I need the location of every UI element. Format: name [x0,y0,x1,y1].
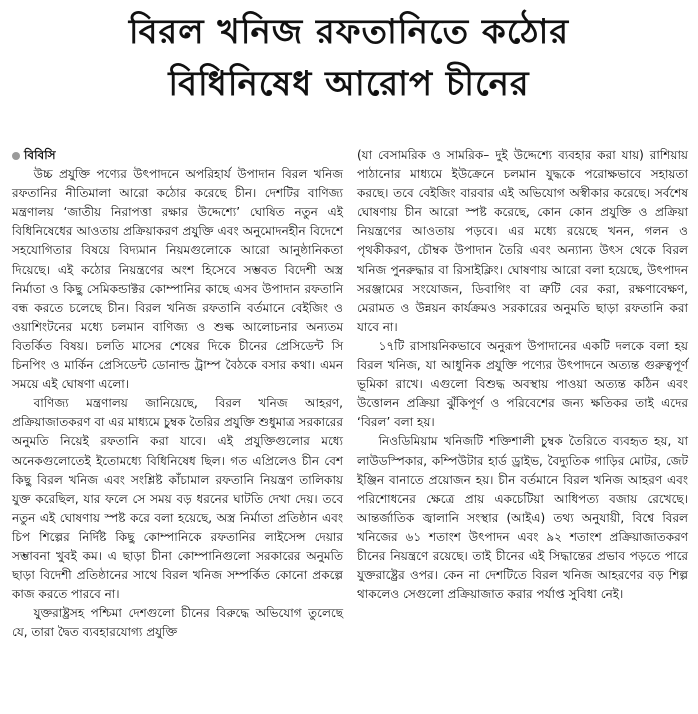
paragraph: উচ্চ প্রযুক্তি পণ্যের উৎপাদনে অপরিহার্য উপাদান বিরল খনিজ রফতানির নীতিমালা আরো কঠোর করেছে চীন। দেশটির বাণিজ্য মন্ত্রণালয় ‘জাতীয় নিরাপত্তা রক্ষার উদ্দেশ্যে’ ঘোষিত নতুন এই বিধিনিষেধের আওতায় প্রক্রিয়াকরণ প্রযুক্তি এবং অনুমোদনহীন বিদেশে সহযোগিতার বিষয়ে বিদ্যমান নিয়মগুলোকে আরো আনুষ্ঠানিকতা দিয়েছে। এই কঠোর নিয়ন্ত্রণের অংশ হিসেবে সম্ভবত বিদেশী অস্ত্র নির্মাতা ও কিছু সেমিকন্ডাক্টর কোম্পানির কাছে এসব উপাদান রফতানি বন্ধ করতে চলেছে চীন। বিরল খনিজ রফতানি বর্তমানে বেইজিং ও ওয়াশিংটনের মধ্যে চলমান বাণিজ্য ও শুল্ক আলোচনার অন্যতম বিতর্কিত বিষয়। চলতি মাসের শেষের দিকে চীনের প্রেসিডেন্ট সি চিনপিং ও মার্কিন প্রেসিডেন্ট ডোনাল্ড ট্রাম্প বৈঠকে বসার কথা। এমন সময়ে এই ঘোষণা এলো। [12,167,343,392]
dateline-source: বিবিসি [24,148,56,162]
column-right [357,146,688,710]
paragraph: (যা বেসামরিক ও সামরিক– দুই উদ্দেশ্যে ব্যবহার করা যায়) রাশিয়ায় পাঠানোর মাধ্যমে ইউক্রেনে চলমান যুদ্ধকে পরোক্ষভাবে সহায়তা করছে। তবে বেইজিং বারবার এই অভিযোগ অস্বীকার করেছে। সর্বশেষ ঘোষণায় চীন আরো স্পষ্ট করেছে, কোন কোন প্রযুক্তি ও প্রক্রিয়া নিয়ন্ত্রণের আওতায় পড়বে। এর মধ্যে রয়েছে খনন, গলন ও পৃথকীকরণ, চৌম্বক উপাদান তৈরি এবং অন্যান্য উৎস থেকে বিরল খনিজ পুনরুদ্ধার বা রিসাইক্লিং। ঘোষণায় আরো বলা হয়েছে, উৎপাদন সরঞ্জামের সংযোজন, ডিবাগিং বা ত্রুটি বের করা, রক্ষণাবেক্ষণ, মেরামত ও উন্নয়ন কার্যক্রমও সরকারের অনুমতি ছাড়া রফতানি করা যাবে না। [357,148,688,334]
article-body [12,146,688,710]
paragraph: বাণিজ্য মন্ত্রণালয় জানিয়েছে, বিরল খনিজ আহরণ, প্রক্রিয়াজাতকরণ বা এর মাধ্যমে চুম্বক তৈরির প্রযুক্তি শুধুমাত্র সরকারের অনুমতি নিয়েই রফতানি করা যাবে। এই প্রযুক্তিগুলোর মধ্যে অনেকগুলোতেই ইতোমধ্যে বিধিনিষেধ ছিল। গত এপ্রিলেও চীন বেশ কিছু বিরল খনিজ এবং সংশ্লিষ্ট কাঁচামাল রফতানি নিয়ন্ত্রণ তালিকায় যুক্ত করেছিল, যার ফলে সে সময় বড় ধরনের ঘাটতি দেখা দেয়। তবে নতুন এই ঘোষণায় স্পষ্ট করে বলা হয়েছে, অস্ত্র নির্মাতা প্রতিষ্ঠান এবং চিপ শিল্পের নির্দিষ্ট কিছু কোম্পানিকে রফতানির লাইসেন্স দেয়ার সম্ভাবনা খুবই কম। এ ছাড়া চীনা কোম্পানিগুলো সরকারের অনুমতি ছাড়া বিদেশী প্রতিষ্ঠানের সাথে বিরল খনিজ সম্পর্কিত কোনো প্রকল্পে কাজ করতে পারবে না। [12,396,343,602]
headline-line-2: বিধিনিষেধ আরোপ চীনের [168,64,530,104]
dateline [12,146,343,165]
paragraph: যুক্তরাষ্ট্রসহ পশ্চিমা দেশগুলো চীনের বিরুদ্ধে অভিযোগ তুলেছে যে, তারা দ্বৈত ব্যবহারযোগ্য প্রযুক্তি [12,606,343,640]
paragraph: নিওডিমিয়াম খনিজটি শক্তিশালী চুম্বক তৈরিতে ব্যবহৃত হয়, যা লাউডস্পিকার, কম্পিউটার হার্ড ড্রাইভ, বৈদ্যুতিক গাড়ির মোটর, জেট ইঞ্জিন বানাতে প্রয়োজন হয়। চীন বর্তমানে বিরল খনিজ আহরণ এবং পরিশোধনের ক্ষেত্রে প্রায় একচেটিয়া আধিপত্য বজায় রেখেছে। আন্তর্জাতিক জ্বালানি সংস্থার (আইএ) তথ্য অনুযায়ী, বিশ্বে বিরল খনিজের ৬১ শতাংশ উৎপাদন এবং ৯২ শতাংশ প্রক্রিয়াজাতকরণ চীনের নিয়ন্ত্রণে রয়েছে। তাই চীনের এই সিদ্ধান্তের প্রভাব পড়তে পারে যুক্তরাষ্ট্রের ওপর। কেন না দেশটিতে বিরল খনিজ আহরণের বড় শিল্প থাকলেও সেগুলো প্রক্রিয়াজাত করার পর্যাপ্ত সুবিধা নেই। [357,434,688,602]
headline-line-1: বিরল খনিজ রফতানিতে কঠোর [128,12,570,52]
bullet-icon [12,152,20,160]
headline [10,0,688,110]
paragraph: ১৭টি রাসায়নিকভাবে অনুরূপ উপাদানের একটি দলকে বলা হয় বিরল খনিজ, যা আধুনিক প্রযুক্তি পণ্যের উৎপাদনে অত্যন্ত গুরুত্বপূর্ণ ভূমিকা রাখে। এগুলো বিশুদ্ধ অবস্থায় পাওয়া অত্যন্ত কঠিন এবং উত্তোলন প্রক্রিয়া ঝুঁকিপূর্ণ ও পরিবেশের জন্য ক্ষতিকর তাই এদের ‘বিরল’ বলা হয়। [357,338,688,430]
column-left [12,146,343,710]
